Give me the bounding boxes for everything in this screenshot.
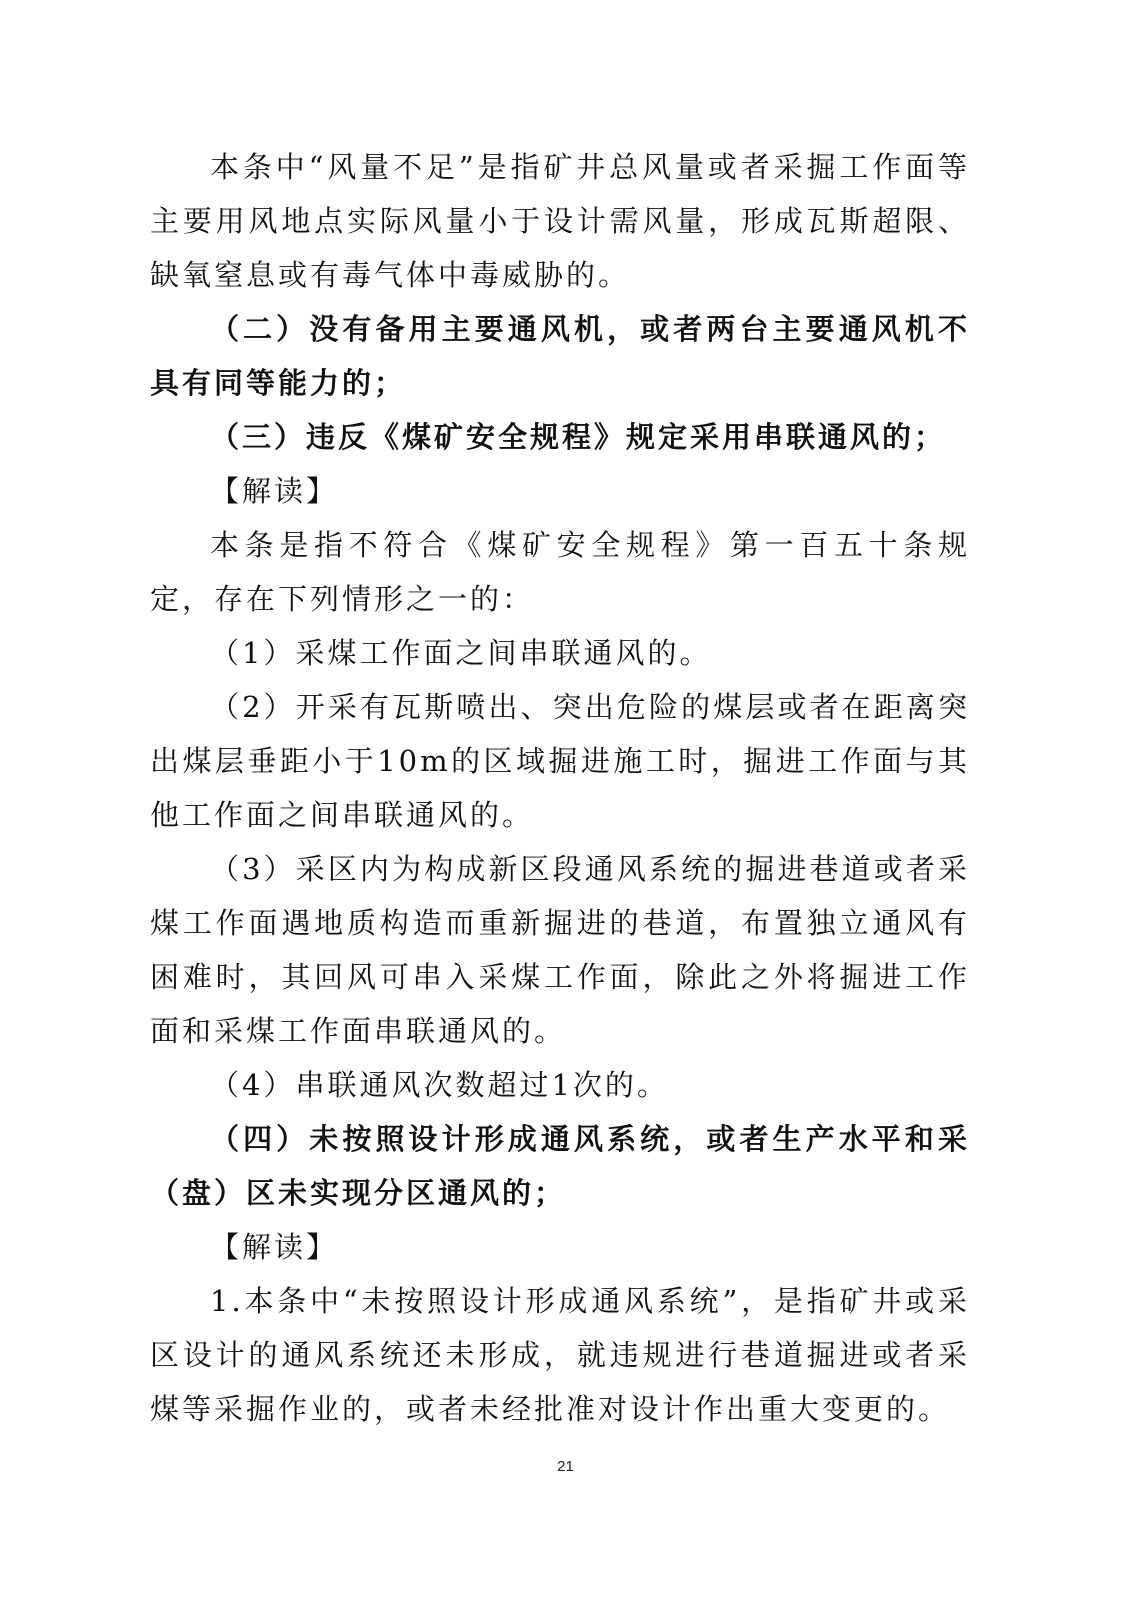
paragraph-ventilation-system-definition: 1.本条中“未按照设计形成通风系统”，是指矿井或采区设计的通风系统还未形成，就违规进行巷道掘进或者采煤等采掘作业的，或者未经批准对设计作出重大变更的。 bbox=[150, 1284, 970, 1426]
clause-4-heading: （四）未按照设计形成通风系统，或者生产水平和采（盘）区未实现分区通风的； bbox=[150, 1122, 970, 1210]
document-body bbox=[150, 140, 970, 1436]
clause-2-heading: （二）没有备用主要通风机，或者两台主要通风机不具有同等能力的； bbox=[150, 312, 970, 400]
list-item-4: （4）串联通风次数超过1次的。 bbox=[210, 1068, 669, 1102]
list-item-1: （1）采煤工作面之间串联通风的。 bbox=[210, 636, 712, 670]
list-item-2: （2）开采有瓦斯喷出、突出危险的煤层或者在距离突出煤层垂距小于10m的区域掘进施工时，掘进工作面与其他工作面之间串联通风的。 bbox=[150, 690, 970, 832]
page-number: 21 bbox=[557, 1458, 574, 1475]
paragraph-air-volume-definition: 本条中“风量不足”是指矿井总风量或者采掘工作面等主要用风地点实际风量小于设计需风量，形成瓦斯超限、缺氧窒息或有毒气体中毒威胁的。 bbox=[150, 150, 970, 292]
list-item-3: （3）采区内为构成新区段通风系统的掘进巷道或者采煤工作面遇地质构造而重新掘进的巷道，布置独立通风有困难时，其回风可串入采煤工作面，除此之外将掘进工作面和采煤工作面串联通风的。 bbox=[150, 852, 970, 1048]
interpretation-label: 【解读】 bbox=[210, 474, 339, 508]
interpretation-label-2: 【解读】 bbox=[210, 1230, 339, 1264]
clause-3-heading: （三）违反《煤矿安全规程》规定采用串联通风的； bbox=[210, 420, 947, 454]
paragraph-rule-150: 本条是指不符合《煤矿安全规程》第一百五十条规定，存在下列情形之一的： bbox=[150, 528, 970, 616]
